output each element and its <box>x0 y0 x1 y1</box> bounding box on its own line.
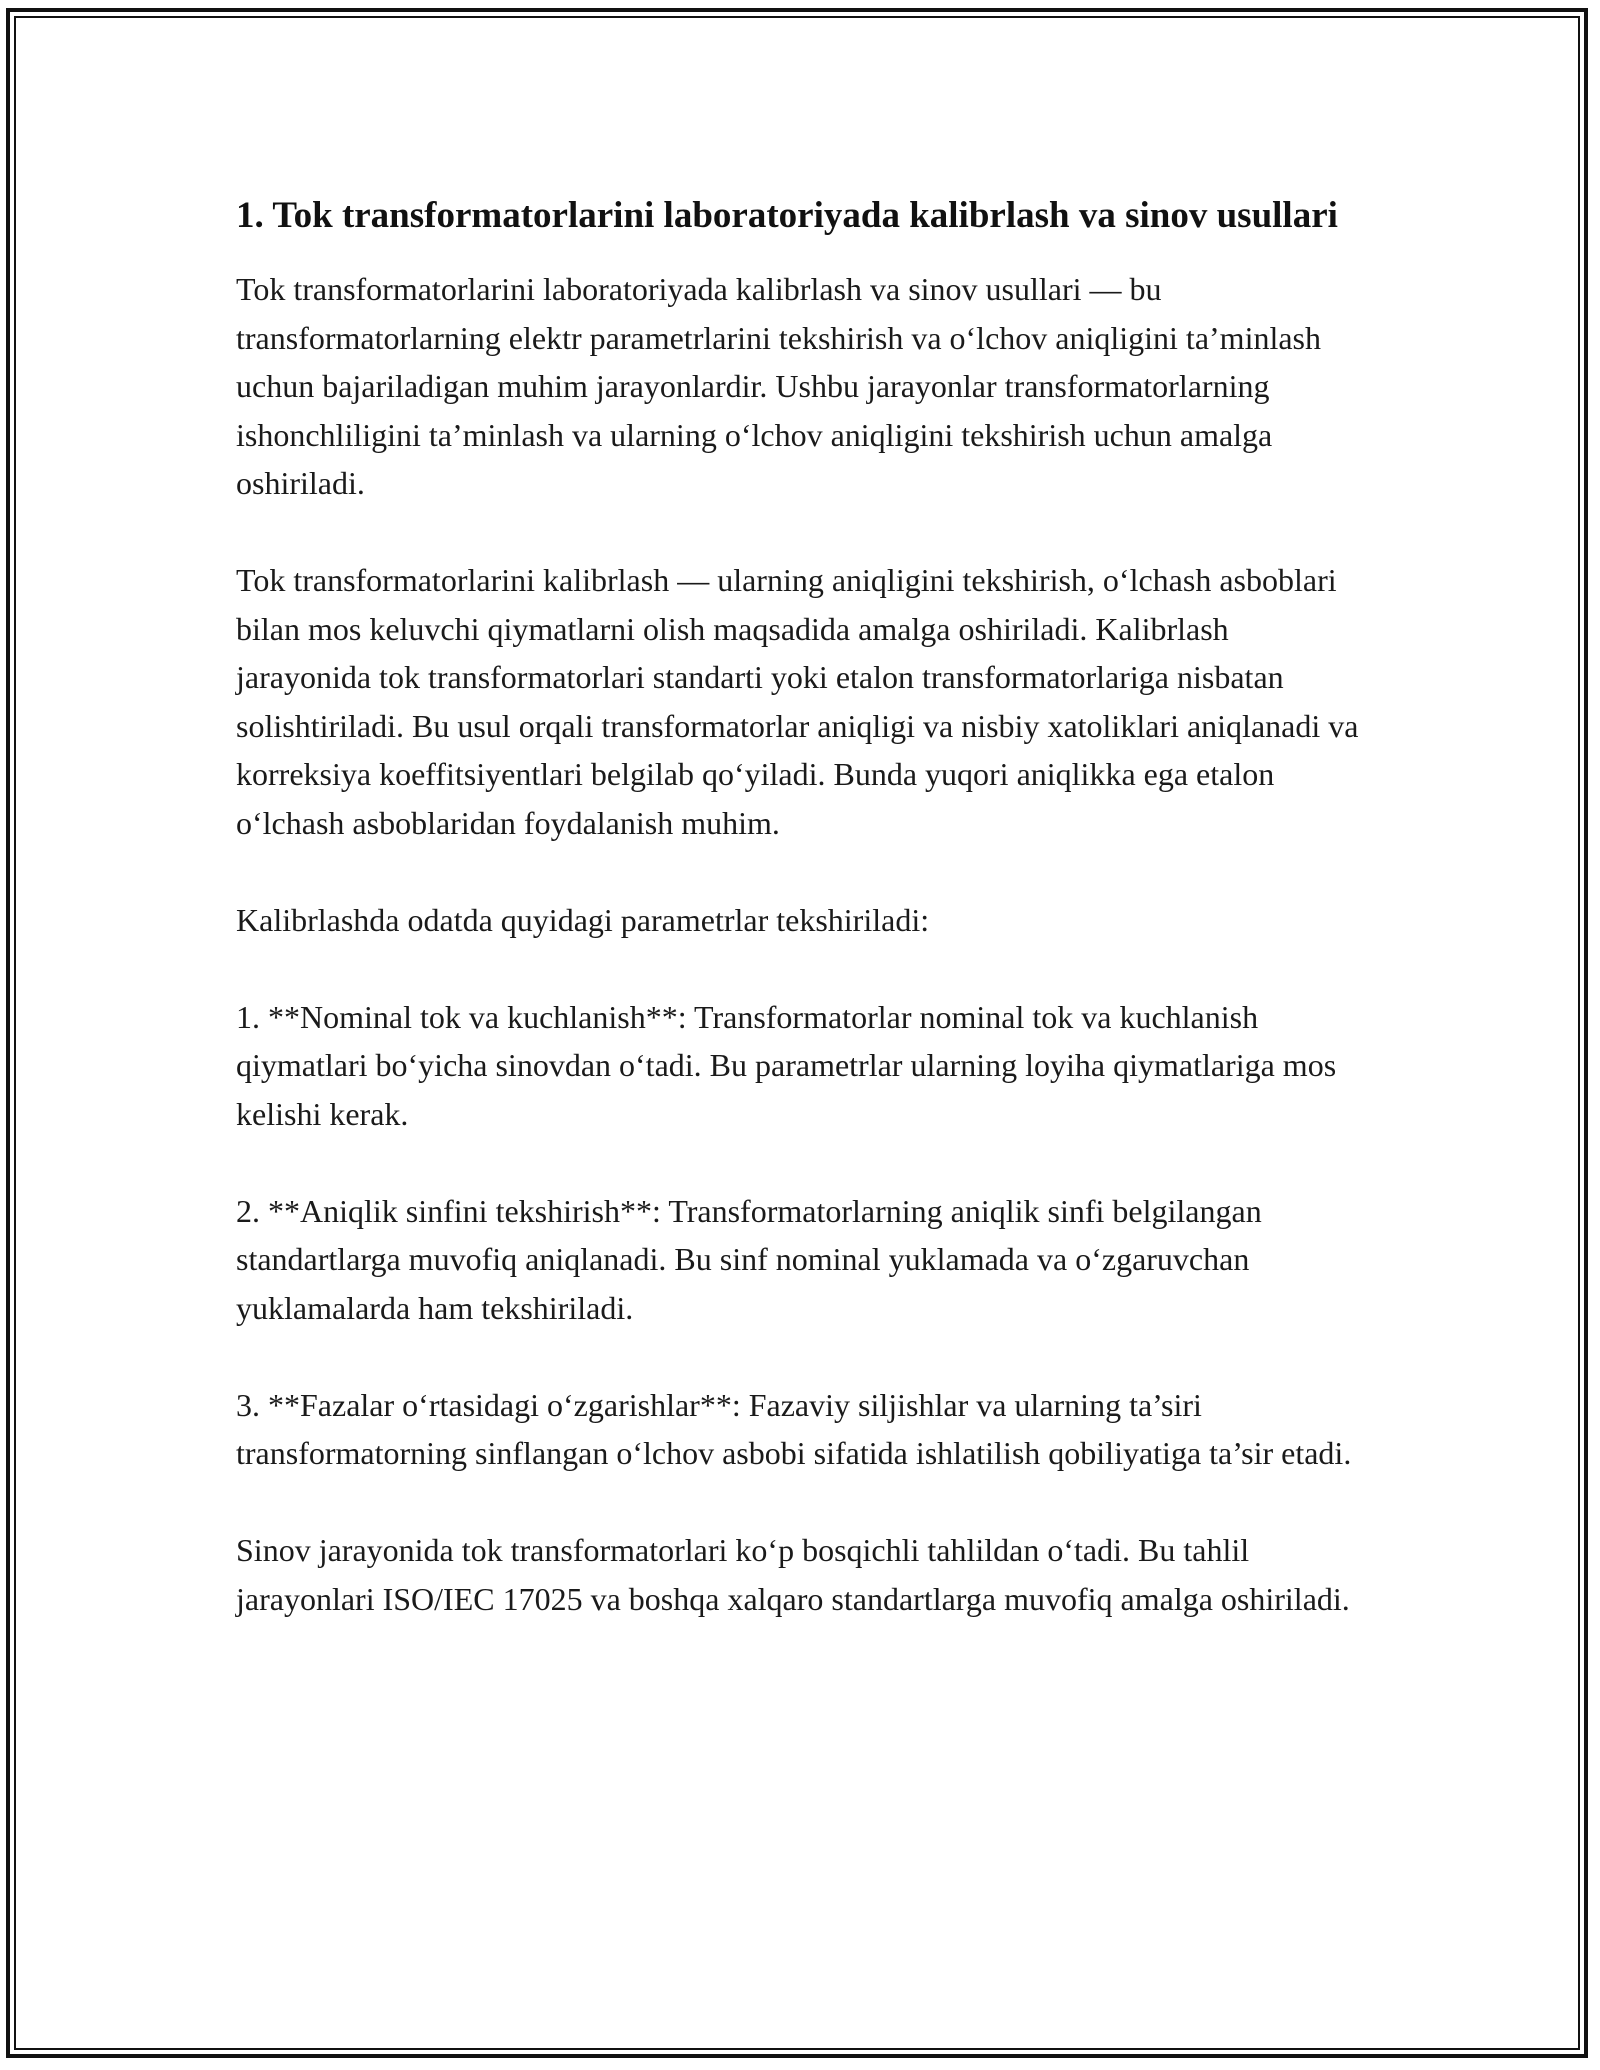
list-item-accuracy-class: 2. **Aniqlik sinfini tekshirish**: Transformatorlarning aniqlik sinfi belgilangan standartlarga muvofiq aniqlanadi. Bu sinf nominal yuklamada va o‘zgaruvchan yuklamalarda ham tekshiriladi. <box>236 1192 1262 1326</box>
testing-paragraph: Sinov jarayonida tok transformatorlari ko‘p bosqichli tahlildan o‘tadi. Bu tahlil jarayonlari ISO/IEC 17025 va boshqa xalqaro standartlarga muvofiq amalga oshiriladi. <box>236 1532 1350 1617</box>
list-item-nominal: 1. **Nominal tok va kuchlanish**: Transformatorlar nominal tok va kuchlanish qiymatlari bo‘yicha sinovdan o‘tadi. Bu parametrlar ularning loyiha qiymatlariga mos kelishi kerak. <box>236 998 1337 1132</box>
parameters-intro-paragraph: Kalibrlashda odatda quyidagi parametrlar tekshiriladi: <box>236 901 930 938</box>
intro-paragraph: Tok transformatorlarini laboratoriyada kalibrlash va sinov usullari — bu transformatorlarning elektr parametrlarini tekshirish va o‘lchov aniqligini ta’minlash uchun bajariladigan muhim jarayonlardir. Ushbu jarayonlar transformatorlarning ishonchliligini ta’minlash va ularning o‘lchov aniqligini tekshirish uchun amalga oshiriladi. <box>236 271 1321 501</box>
calibration-paragraph: Tok transformatorlarini kalibrlash — ularning aniqligini tekshirish, o‘lchash asboblari bilan mos keluvchi qiymatlarni olish maqsadida amalga oshiriladi. Kalibrlash jarayonida tok transformatorlari standarti yoki etalon transformatorlariga nisbatan solishtiriladi. Bu usul orqali transformatorlar aniqligi va nisbiy xatoliklari aniqlanadi va korreksiya koeffitsiyentlari belgilab qo‘yiladi. Bunda yuqori aniqlikka ega etalon o‘lchash asboblaridan foydalanish muhim. <box>236 562 1359 841</box>
list-item-phase-shift: 3. **Fazalar o‘rtasidagi o‘zgarishlar**: Fazaviy siljishlar va ularning ta’siri transformatorning sinflangan o‘lchov asbobi sifatida ishlatilish qobiliyatiga ta’sir etadi. <box>236 1386 1352 1471</box>
page-title: 1. Tok transformatorlarini laboratoriyada kalibrlash va sinov usullari <box>236 195 1338 236</box>
document-body <box>236 188 1366 1623</box>
